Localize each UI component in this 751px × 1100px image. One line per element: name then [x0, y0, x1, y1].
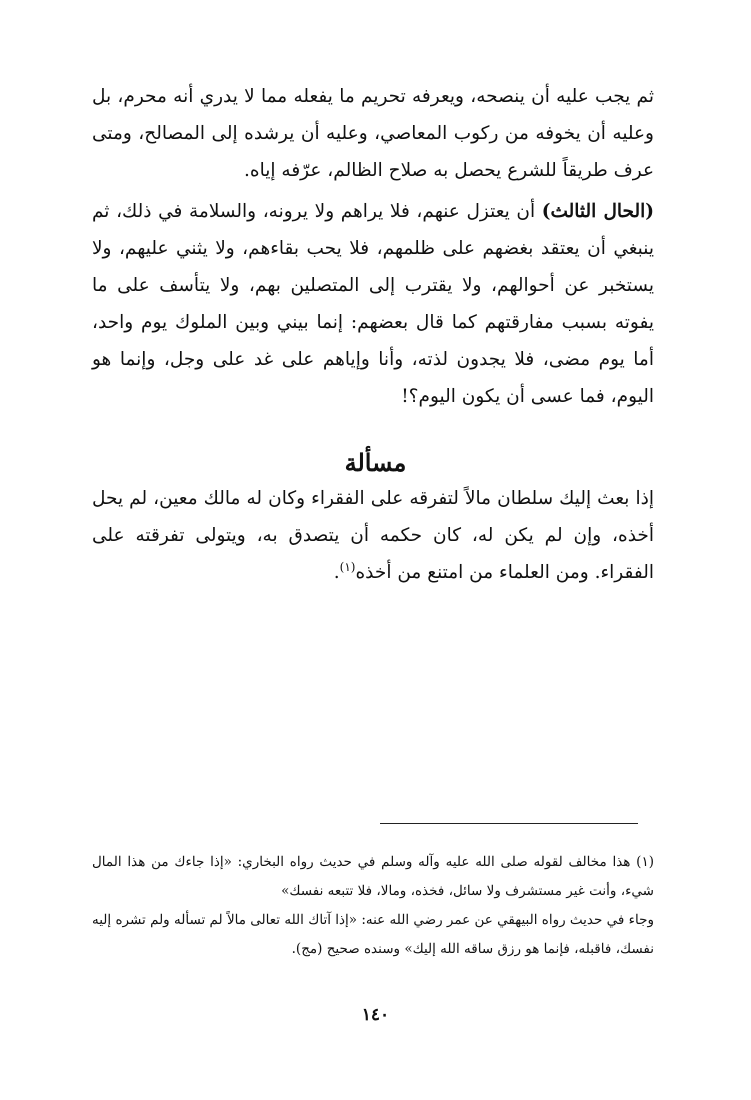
footnote-divider	[380, 823, 638, 824]
paragraph-2-body: أن يعتزل عنهم، فلا يراهم ولا يرونه، والسلامة في ذلك، ثم ينبغي أن يعتقد بغضهم على ظلمهم، فلا يحب بقاءهم، ولا يثني عليهم، ولا يستخبر عن أحوالهم، ولا يقترب إلى المتصلين بهم، ولا يتأسف على ما يفوته بسبب مفارقتهم كما قال بعضهم: إنما بيني وبين الملوك يوم واحد، أما يوم مضى، فلا يجدون لذته، وأنا وإياهم على غد على وجل، وإنما هو اليوم، فما عسى أن يكون اليوم؟!	[92, 201, 654, 407]
paragraph-2	[92, 193, 654, 415]
footnote-1: (١) هذا مخالف لقوله صلى الله عليه وآله وسلم في حديث رواه البخاري: «إذا جاءك من هذا المال شيء، وأنت غير مستشرف ولا سائل، فخذه، ومالا، فلا تتبعه نفسك»	[92, 854, 654, 899]
paragraph-1-text: ثم يجب عليه أن ينصحه، ويعرفه تحريم ما يفعله مما لا يدري أنه محرم، بل وعليه أن يخوفه من ركوب المعاصي، وعليه أن يرشده إلى المصالح، ومتى عرف طريقاً للشرع يحصل به صلاح الظالم، عرّفه إياه.	[92, 86, 654, 181]
footnote-1-continued: وجاء في حديث رواه البيهقي عن عمر رضي الله عنه: «إذا آتاك الله تعالى مالاً لم تسأله ولم تشره إليه نفسك، فاقبله، فإنما هو رزق ساقه الله إليك» وسنده صحيح (مج).	[92, 912, 654, 957]
footnotes	[92, 848, 654, 964]
paragraph-2-lead: (الحال الثالث)	[541, 201, 654, 222]
footnote-reference[interactable]: (١)	[339, 559, 356, 574]
paragraph-3-body: إذا بعث إليك سلطان مالاً لتفرقه على الفقراء وكان له مالك معين، لم يحل أخذه، وإن لم يكن له، كان حكمه أن يتصدق به، ويتولى تفرقته على الفقراء. ومن العلماء من امتنع من أخذه	[92, 488, 654, 583]
paragraph-3	[92, 480, 654, 591]
paragraph-1	[92, 78, 654, 189]
paragraph-3-text	[92, 480, 654, 591]
paragraph-3-end: .	[333, 562, 340, 583]
page-number: ١٤٠	[361, 1005, 390, 1025]
paragraph-2-text	[92, 193, 654, 415]
section-heading: مسألة	[344, 448, 407, 477]
